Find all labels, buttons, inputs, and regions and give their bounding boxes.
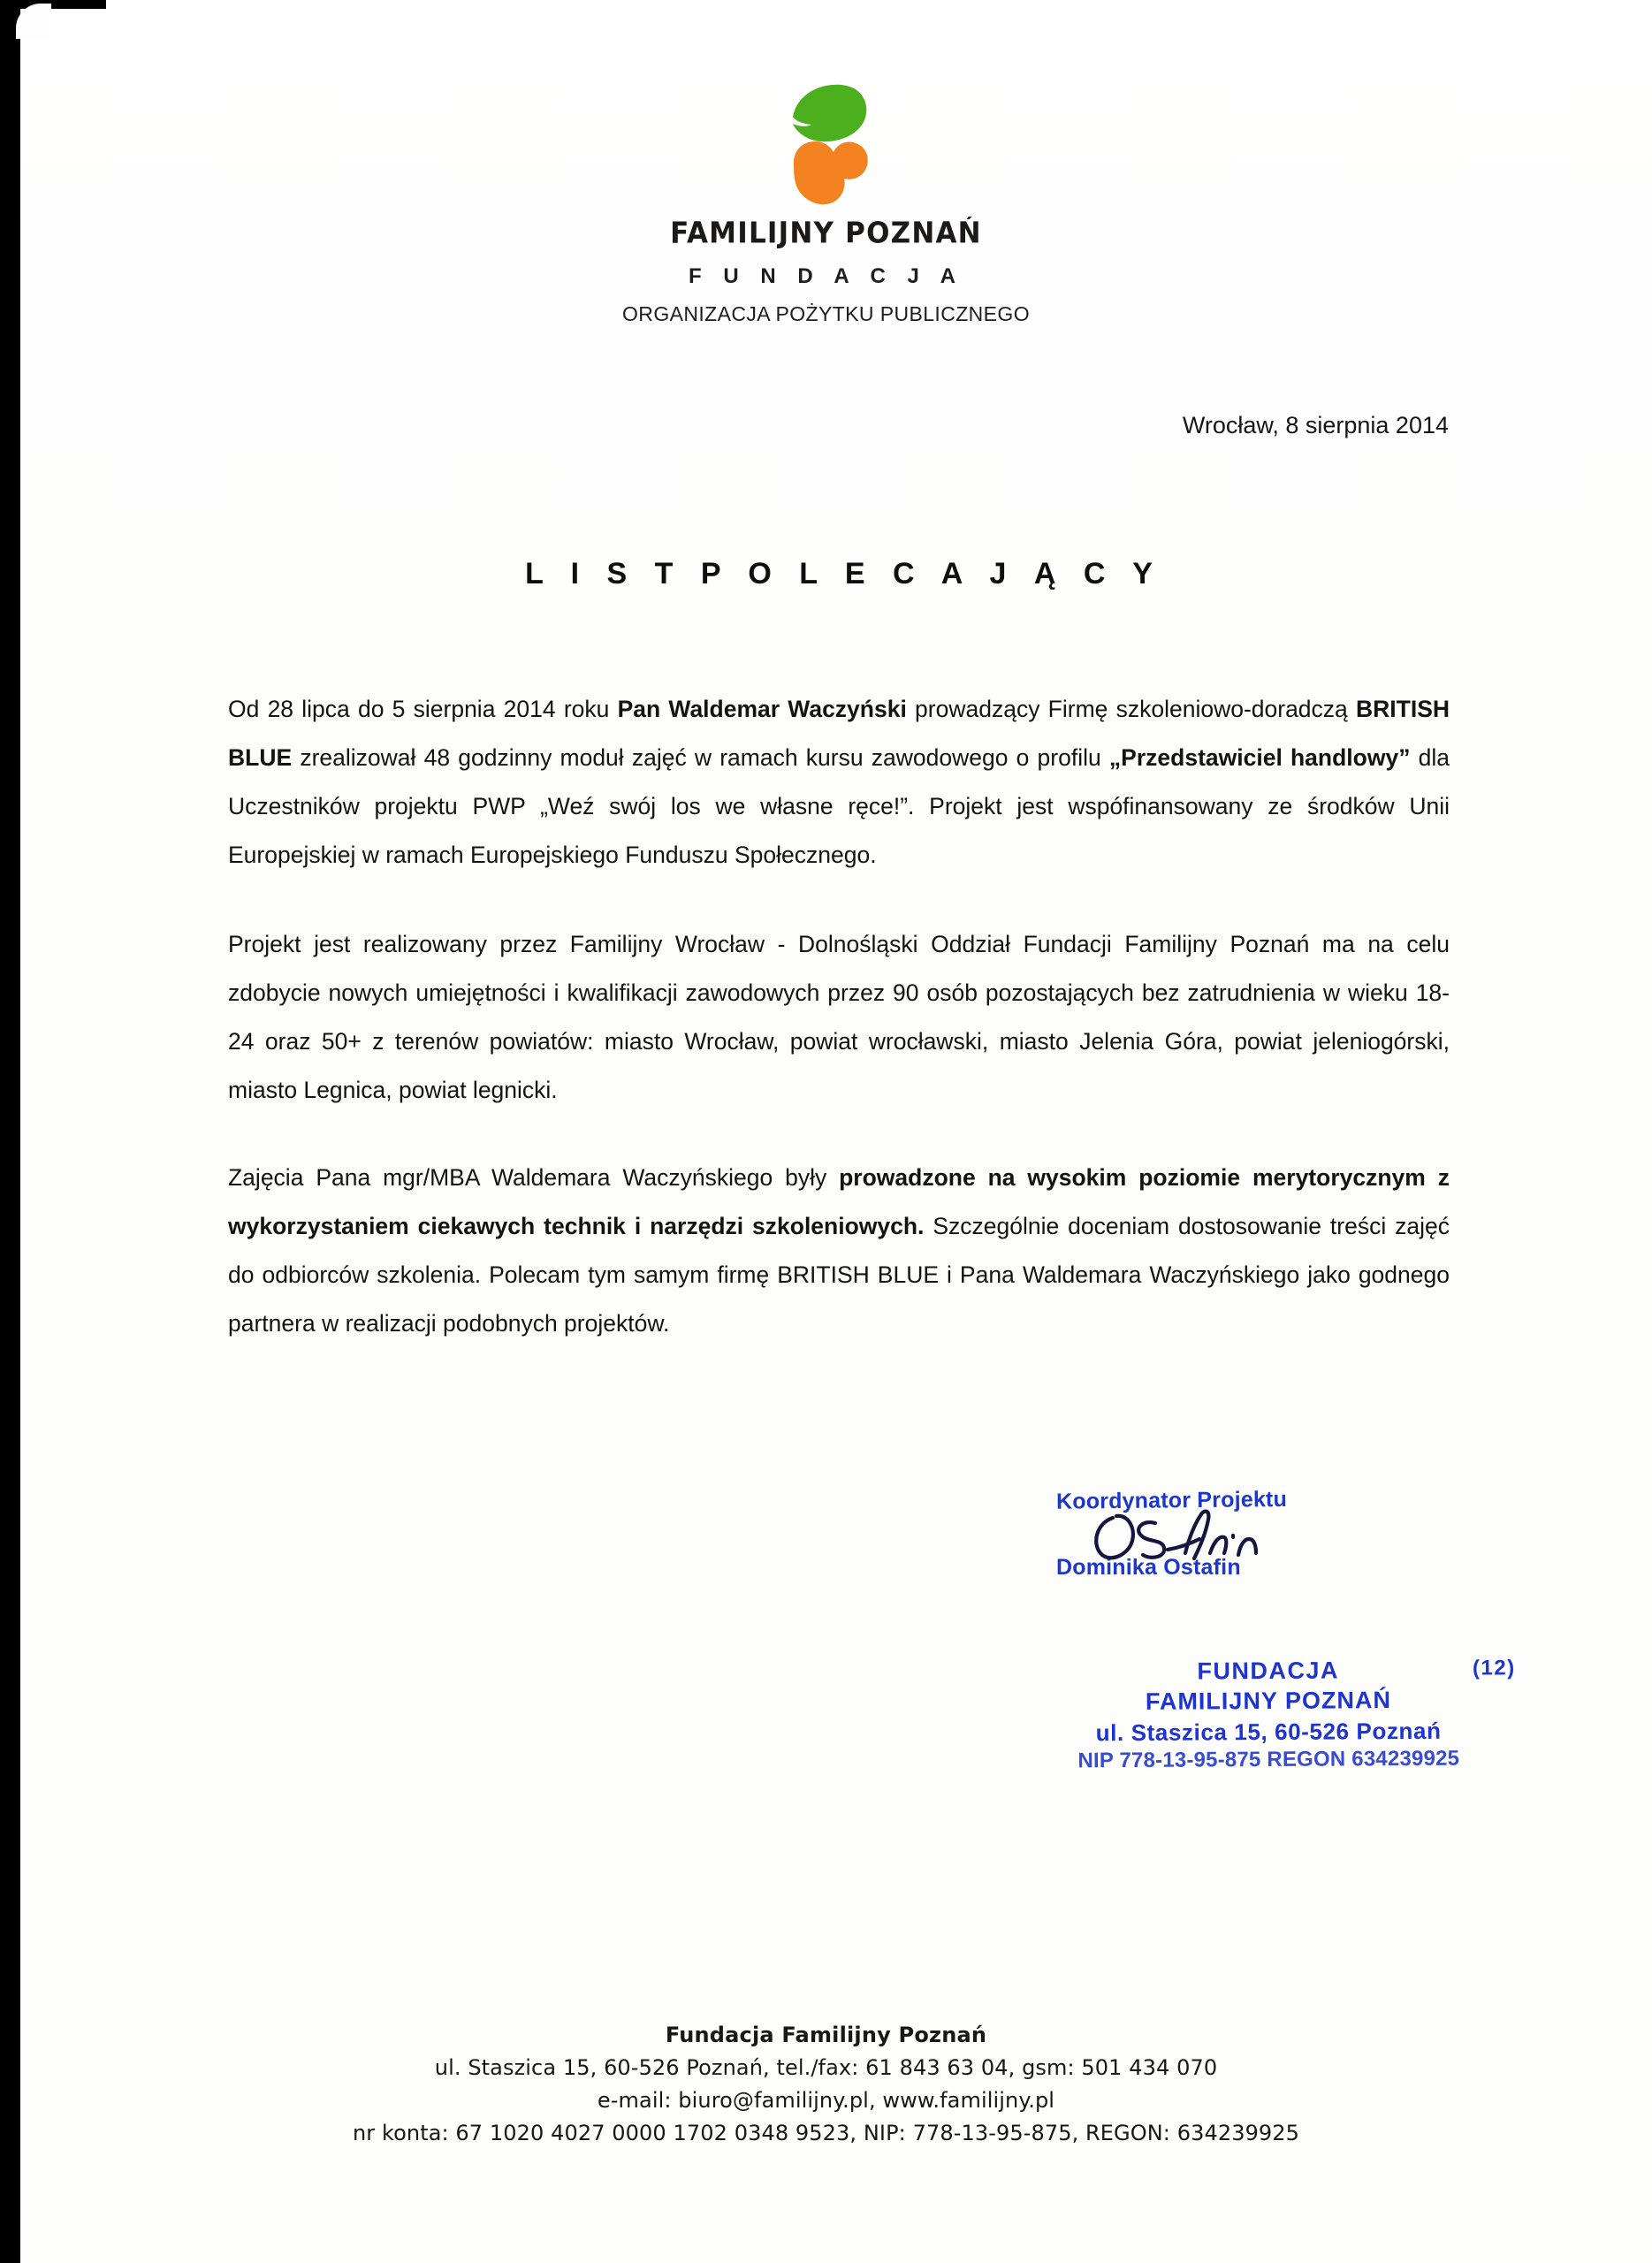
paragraph-1: Od 28 lipca do 5 sierpnia 2014 roku Pan Waldemar Waczyński prowadzący Firmę szkoleniowo-doradczą BRITISH BLUE zrealizował 48 godzinny moduł zajęć w ramach kursu zawodowego o profilu „Przedstawiciel handlowy” dla Uczestników projektu PWP „Weź swój los we własne ręce!”. Projekt jest wspófinansowany ze środków Unii Europejskiej w ramach Europejskiego Funduszu Społecznego. — [228, 696, 1450, 868]
organization-stamp — [1021, 1656, 1517, 1773]
paragraph-3: Zajęcia Pana mgr/MBA Waldemara Waczyńskiego były prowadzone na wysokim poziomie merytorycznym z wykorzystaniem ciekawych technik i narzędzi szkoleniowych. Szczególnie doceniam dostosowanie treści zajęć do odbiorców szkolenia. Polecam tym samym firmę BRITISH BLUE i Pana Waldemara Waczyńskiego jako godnego partnera w realizacji podobnych projektów. — [228, 1164, 1450, 1337]
stamp-line-2: FAMILIJNY POZNAŃ — [1145, 1687, 1392, 1715]
leaf-heart-logo-icon — [760, 78, 893, 210]
footer-contact-line: e-mail: biuro@familijny.pl, www.familijny.pl — [597, 2088, 1055, 2113]
paragraph-2: Projekt jest realizowany przez Familijny Wrocław - Dolnośląski Oddział Fundacji Familijny Poznań ma na celu zdobycie nowych umiejętności i kwalifikacji zawodowych przez 90 osób pozostających bez zatrudnienia w wieku 18-24 oraz 50+ z terenów powiatów: miasto Wrocław, powiat wrocławski, miasto Jelenia Góra, powiat jeleniogórski, miasto Legnica, powiat legnicki. — [228, 931, 1450, 1103]
page-footer — [0, 2023, 1652, 2145]
stamp-line-1-text: FUNDACJA — [1197, 1657, 1340, 1685]
scanner-top-edge — [0, 0, 106, 9]
signature-name: Dominika Ostafin — [1056, 1555, 1241, 1580]
stamp-line-4: NIP 778-13-95-875 REGON 634239925 — [1077, 1746, 1460, 1773]
letter-body — [228, 685, 1450, 1389]
scanner-left-edge — [0, 0, 20, 2263]
letterhead — [0, 78, 1652, 326]
signature-role: Koordynator Projektu — [1055, 1486, 1288, 1514]
stamp-code: (12) — [1472, 1656, 1516, 1680]
stamp-line-3: ul. Staszica 15, 60-526 Poznań — [1095, 1717, 1442, 1747]
footer-address-line: ul. Staszica 15, 60-526 Poznań, tel./fax: 61 843 63 04, gsm: 501 434 070 — [434, 2055, 1218, 2080]
handwritten-signature-icon — [1086, 1509, 1516, 1557]
organization-kind: F U N D A C J A — [688, 264, 963, 288]
signature-block — [1056, 1487, 1516, 1581]
footer-legal-line: nr konta: 67 1020 4027 0000 1702 0348 9523, NIP: 778-13-95-875, REGON: 634239925 — [352, 2121, 1300, 2145]
organization-status: ORGANIZACJA POŻYTKU PUBLICZNEGO — [622, 302, 1030, 325]
footer-organization-name: Fundacja Familijny Poznań — [665, 2023, 987, 2047]
date-line: Wrocław, 8 sierpnia 2014 — [1182, 412, 1449, 438]
page-title: L I S T P O L E C A J Ą C Y — [525, 557, 1162, 591]
organization-name: FAMILIJNY POZNAŃ — [670, 217, 982, 250]
stamp-line-1 — [1021, 1656, 1516, 1686]
